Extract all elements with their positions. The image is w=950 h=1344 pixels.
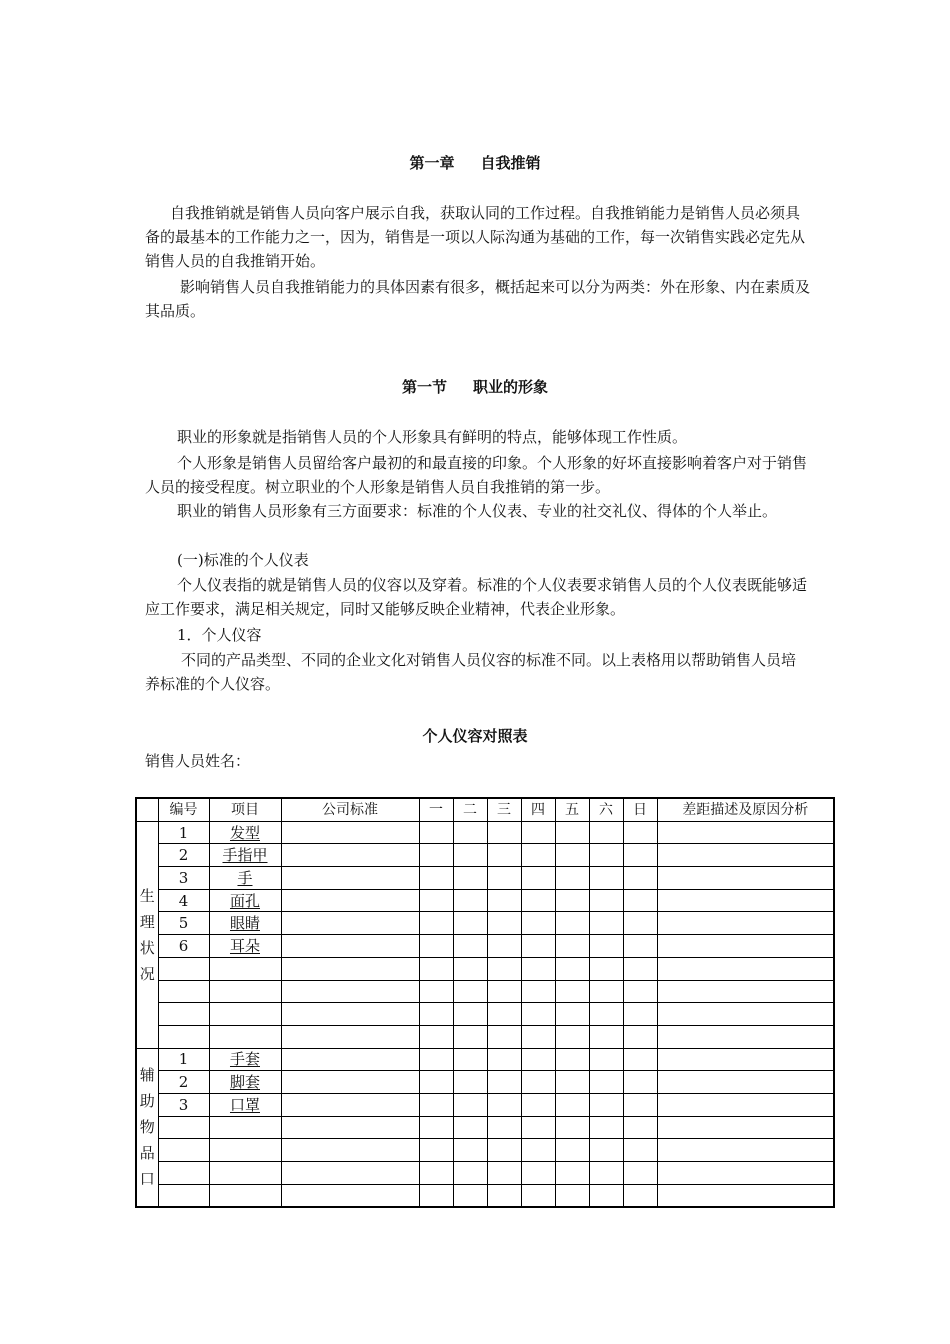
day-2-cell[interactable] xyxy=(453,1003,487,1026)
day-7-cell[interactable] xyxy=(623,1048,657,1071)
intro-paragraph-2: 影响销售人员自我推销能力的具体因素有很多，概括起来可以分为两类：外在形象、内在素质及其品质。 xyxy=(145,278,811,320)
day-2-cell[interactable] xyxy=(453,1162,487,1185)
day-3-cell[interactable] xyxy=(487,821,521,844)
row-item: 面孔 xyxy=(229,891,260,910)
day-3-cell[interactable] xyxy=(487,1162,521,1185)
row-number xyxy=(158,1139,209,1162)
table-row xyxy=(136,980,834,1003)
day-5-cell[interactable] xyxy=(555,1048,589,1071)
row-number: 4 xyxy=(158,889,209,912)
table-row xyxy=(136,1003,834,1026)
day-5-cell[interactable] xyxy=(555,1003,589,1026)
day-3-cell[interactable] xyxy=(487,844,521,867)
row-number: 3 xyxy=(158,867,209,890)
gap-analysis-cell[interactable] xyxy=(657,1139,834,1162)
subheading-grooming: 1．个人仪容 xyxy=(177,626,262,644)
day-3-cell[interactable] xyxy=(487,1184,521,1207)
day-4-cell[interactable] xyxy=(521,912,555,935)
day-1-cell[interactable] xyxy=(419,889,453,912)
company-standard-cell[interactable] xyxy=(281,980,419,1003)
header-day-5: 五 xyxy=(555,798,589,821)
day-6-cell[interactable] xyxy=(589,844,623,867)
gap-analysis-cell[interactable] xyxy=(657,1162,834,1185)
row-number xyxy=(158,1116,209,1139)
table-row xyxy=(136,935,834,958)
gap-analysis-cell[interactable] xyxy=(657,867,834,890)
intro-paragraph-1: 自我推销就是销售人员向客户展示自我，获取认同的工作过程。自我推销能力是销售人员必须具备的最基本的工作能力之一，因为，销售是一项以人际沟通为基础的工作，每一次销售实践必定先从销售人员的自我推销开始。 xyxy=(145,204,806,270)
day-3-cell[interactable] xyxy=(487,1071,521,1094)
day-4-cell[interactable] xyxy=(521,1139,555,1162)
day-1-cell[interactable] xyxy=(419,1003,453,1026)
row-number: 2 xyxy=(158,1071,209,1094)
row-number: 1 xyxy=(158,1048,209,1071)
row-number xyxy=(158,980,209,1003)
row-number xyxy=(158,1025,209,1048)
day-2-cell[interactable] xyxy=(453,1025,487,1048)
day-1-cell[interactable] xyxy=(419,1071,453,1094)
day-1-cell[interactable] xyxy=(419,1048,453,1071)
gap-analysis-cell[interactable] xyxy=(657,821,834,844)
header-day-6: 六 xyxy=(589,798,623,821)
day-7-cell[interactable] xyxy=(623,1071,657,1094)
body-paragraph-3: 职业的销售人员形象有三方面要求：标准的个人仪表、专业的社交礼仪、得体的个人举止。 xyxy=(177,502,778,520)
day-5-cell[interactable] xyxy=(555,957,589,980)
company-standard-cell[interactable] xyxy=(281,1139,419,1162)
day-6-cell[interactable] xyxy=(589,1093,623,1116)
gap-analysis-cell[interactable] xyxy=(657,844,834,867)
row-item-cell xyxy=(209,844,281,867)
row-item-cell xyxy=(209,889,281,912)
table-row xyxy=(136,1116,834,1139)
day-3-cell[interactable] xyxy=(487,1003,521,1026)
day-3-cell[interactable] xyxy=(487,1139,521,1162)
company-standard-cell[interactable] xyxy=(281,935,419,958)
row-item-cell xyxy=(209,980,281,1003)
table-row xyxy=(136,912,834,935)
day-3-cell[interactable] xyxy=(487,867,521,890)
body-paragraph-1: 职业的形象就是指销售人员的个人形象具有鲜明的特点，能够体现工作性质。 xyxy=(177,428,688,446)
day-4-cell[interactable] xyxy=(521,1071,555,1094)
day-2-cell[interactable] xyxy=(453,1139,487,1162)
day-6-cell[interactable] xyxy=(589,867,623,890)
day-4-cell[interactable] xyxy=(521,1116,555,1139)
table-row xyxy=(136,867,834,890)
table-row xyxy=(136,1025,834,1048)
header-blank xyxy=(136,798,158,821)
day-3-cell[interactable] xyxy=(487,980,521,1003)
header-day-3: 三 xyxy=(487,798,521,821)
chapter-number: 第一章 xyxy=(409,154,455,172)
header-number: 编号 xyxy=(158,798,209,821)
day-1-cell[interactable] xyxy=(419,1184,453,1207)
day-4-cell[interactable] xyxy=(521,1003,555,1026)
day-1-cell[interactable] xyxy=(419,1116,453,1139)
day-2-cell[interactable] xyxy=(453,844,487,867)
company-standard-cell[interactable] xyxy=(281,844,419,867)
day-5-cell[interactable] xyxy=(555,844,589,867)
day-2-cell[interactable] xyxy=(453,821,487,844)
salesperson-name-label: 销售人员姓名： xyxy=(145,752,251,770)
row-item-cell xyxy=(209,1025,281,1048)
row-number: 2 xyxy=(158,844,209,867)
day-5-cell[interactable] xyxy=(555,912,589,935)
day-7-cell[interactable] xyxy=(623,1139,657,1162)
row-item-cell xyxy=(209,912,281,935)
day-5-cell[interactable] xyxy=(555,821,589,844)
table-row xyxy=(136,1184,834,1207)
row-item-cell xyxy=(209,1003,281,1026)
day-2-cell[interactable] xyxy=(453,912,487,935)
row-number xyxy=(158,1162,209,1185)
day-6-cell[interactable] xyxy=(589,1184,623,1207)
day-3-cell[interactable] xyxy=(487,889,521,912)
day-4-cell[interactable] xyxy=(521,980,555,1003)
day-5-cell[interactable] xyxy=(555,935,589,958)
body-paragraph-2: 个人形象是销售人员留给客户最初的和最直接的印象。个人形象的好坏直接影响着客户对于销售人员的接受程度。树立职业的个人形象是销售人员自我推销的第一步。 xyxy=(145,454,808,496)
day-6-cell[interactable] xyxy=(589,980,623,1003)
day-5-cell[interactable] xyxy=(555,1025,589,1048)
chapter-title: 自我推销 xyxy=(480,154,541,172)
subheading-personal-appearance: (一)标准的个人仪表 xyxy=(177,551,309,569)
gap-analysis-cell[interactable] xyxy=(657,935,834,958)
row-item-cell xyxy=(209,1093,281,1116)
header-day-7: 日 xyxy=(623,798,657,821)
day-4-cell[interactable] xyxy=(521,889,555,912)
company-standard-cell[interactable] xyxy=(281,1025,419,1048)
day-7-cell[interactable] xyxy=(623,1093,657,1116)
gap-analysis-cell[interactable] xyxy=(657,1093,834,1116)
day-5-cell[interactable] xyxy=(555,980,589,1003)
day-6-cell[interactable] xyxy=(589,821,623,844)
day-5-cell[interactable] xyxy=(555,889,589,912)
day-4-cell[interactable] xyxy=(521,935,555,958)
day-4-cell[interactable] xyxy=(521,1162,555,1185)
row-item: 耳朵 xyxy=(229,936,260,955)
row-item-cell xyxy=(209,935,281,958)
day-1-cell[interactable] xyxy=(419,1025,453,1048)
day-5-cell[interactable] xyxy=(555,1139,589,1162)
day-1-cell[interactable] xyxy=(419,1139,453,1162)
row-item: 脚套 xyxy=(229,1073,260,1092)
day-7-cell[interactable] xyxy=(623,1116,657,1139)
gap-analysis-cell[interactable] xyxy=(657,1071,834,1094)
row-item-cell xyxy=(209,1071,281,1094)
day-3-cell[interactable] xyxy=(487,1116,521,1139)
table-header-row xyxy=(136,798,834,821)
day-2-cell[interactable] xyxy=(453,1093,487,1116)
table-row xyxy=(136,1048,834,1071)
day-4-cell[interactable] xyxy=(521,1093,555,1116)
gap-analysis-cell[interactable] xyxy=(657,1116,834,1139)
section-title: 职业的形象 xyxy=(473,378,549,396)
day-1-cell[interactable] xyxy=(419,957,453,980)
day-6-cell[interactable] xyxy=(589,1003,623,1026)
chapter-heading xyxy=(0,152,950,173)
table-title: 个人仪容对照表 xyxy=(422,727,528,745)
day-2-cell[interactable] xyxy=(453,1048,487,1071)
company-standard-cell[interactable] xyxy=(281,912,419,935)
day-1-cell[interactable] xyxy=(419,867,453,890)
day-6-cell[interactable] xyxy=(589,1162,623,1185)
day-2-cell[interactable] xyxy=(453,935,487,958)
day-7-cell[interactable] xyxy=(623,821,657,844)
day-3-cell[interactable] xyxy=(487,957,521,980)
company-standard-cell[interactable] xyxy=(281,1048,419,1071)
day-2-cell[interactable] xyxy=(453,1116,487,1139)
row-item: 眼睛 xyxy=(229,914,260,933)
day-5-cell[interactable] xyxy=(555,1071,589,1094)
row-number xyxy=(158,1003,209,1026)
day-2-cell[interactable] xyxy=(453,957,487,980)
day-4-cell[interactable] xyxy=(521,1048,555,1071)
header-company-standard: 公司标准 xyxy=(281,798,419,821)
row-item: 手 xyxy=(237,868,253,887)
day-3-cell[interactable] xyxy=(487,1025,521,1048)
day-4-cell[interactable] xyxy=(521,867,555,890)
day-2-cell[interactable] xyxy=(453,867,487,890)
row-item-cell xyxy=(209,957,281,980)
company-standard-cell[interactable] xyxy=(281,889,419,912)
section-number: 第一节 xyxy=(401,378,447,396)
day-4-cell[interactable] xyxy=(521,821,555,844)
row-item: 发型 xyxy=(229,823,260,842)
day-6-cell[interactable] xyxy=(589,889,623,912)
day-6-cell[interactable] xyxy=(589,1048,623,1071)
day-6-cell[interactable] xyxy=(589,1071,623,1094)
company-standard-cell[interactable] xyxy=(281,867,419,890)
day-2-cell[interactable] xyxy=(453,1071,487,1094)
header-gap-analysis: 差距描述及原因分析 xyxy=(657,798,834,821)
body-paragraph-4: 个人仪表指的就是销售人员的仪容以及穿着。标准的个人仪表要求销售人员的个人仪表既能够适应工作要求，满足相关规定，同时又能够反映企业精神，代表企业形象。 xyxy=(145,576,808,618)
company-standard-cell[interactable] xyxy=(281,1162,419,1185)
day-3-cell[interactable] xyxy=(487,912,521,935)
day-7-cell[interactable] xyxy=(623,957,657,980)
table-row xyxy=(136,821,834,844)
gap-analysis-cell[interactable] xyxy=(657,889,834,912)
header-item: 项目 xyxy=(209,798,281,821)
day-7-cell[interactable] xyxy=(623,1025,657,1048)
row-number: 3 xyxy=(158,1093,209,1116)
gap-analysis-cell[interactable] xyxy=(657,1003,834,1026)
day-2-cell[interactable] xyxy=(453,889,487,912)
table-row xyxy=(136,957,834,980)
row-item-cell xyxy=(209,1116,281,1139)
table-body xyxy=(136,798,834,1207)
gap-analysis-cell[interactable] xyxy=(657,1048,834,1071)
day-6-cell[interactable] xyxy=(589,935,623,958)
day-1-cell[interactable] xyxy=(419,1093,453,1116)
row-item: 手套 xyxy=(229,1050,260,1069)
group-label-cell xyxy=(136,1048,158,1207)
day-7-cell[interactable] xyxy=(623,889,657,912)
row-item-cell xyxy=(209,821,281,844)
company-standard-cell[interactable] xyxy=(281,1093,419,1116)
company-standard-cell[interactable] xyxy=(281,1184,419,1207)
day-1-cell[interactable] xyxy=(419,821,453,844)
row-item-cell xyxy=(209,1139,281,1162)
row-number xyxy=(158,1184,209,1207)
group-label-cell xyxy=(136,821,158,1048)
company-standard-cell[interactable] xyxy=(281,1003,419,1026)
day-5-cell[interactable] xyxy=(555,1184,589,1207)
day-4-cell[interactable] xyxy=(521,957,555,980)
gap-analysis-cell[interactable] xyxy=(657,957,834,980)
day-6-cell[interactable] xyxy=(589,1025,623,1048)
day-7-cell[interactable] xyxy=(623,1162,657,1185)
header-day-4: 四 xyxy=(521,798,555,821)
row-number xyxy=(158,957,209,980)
day-5-cell[interactable] xyxy=(555,1162,589,1185)
header-day-2: 二 xyxy=(453,798,487,821)
grooming-checklist-table xyxy=(135,797,835,1208)
row-number: 6 xyxy=(158,935,209,958)
table-row xyxy=(136,1139,834,1162)
group-label: 生理状况 xyxy=(139,886,155,983)
day-7-cell[interactable] xyxy=(623,1184,657,1207)
day-2-cell[interactable] xyxy=(453,1184,487,1207)
day-5-cell[interactable] xyxy=(555,1116,589,1139)
day-7-cell[interactable] xyxy=(623,1003,657,1026)
day-6-cell[interactable] xyxy=(589,1116,623,1139)
day-3-cell[interactable] xyxy=(487,1093,521,1116)
day-6-cell[interactable] xyxy=(589,957,623,980)
day-3-cell[interactable] xyxy=(487,1048,521,1071)
day-6-cell[interactable] xyxy=(589,912,623,935)
table-row xyxy=(136,1093,834,1116)
row-item-cell xyxy=(209,1048,281,1071)
day-4-cell[interactable] xyxy=(521,1184,555,1207)
gap-analysis-cell[interactable] xyxy=(657,980,834,1003)
day-5-cell[interactable] xyxy=(555,867,589,890)
row-item-cell xyxy=(209,867,281,890)
day-4-cell[interactable] xyxy=(521,844,555,867)
day-1-cell[interactable] xyxy=(419,1162,453,1185)
table-row xyxy=(136,844,834,867)
day-3-cell[interactable] xyxy=(487,935,521,958)
section-heading xyxy=(0,376,950,397)
day-1-cell[interactable] xyxy=(419,935,453,958)
company-standard-cell[interactable] xyxy=(281,1071,419,1094)
day-7-cell[interactable] xyxy=(623,912,657,935)
row-item: 手指甲 xyxy=(222,846,268,865)
day-7-cell[interactable] xyxy=(623,935,657,958)
gap-analysis-cell[interactable] xyxy=(657,912,834,935)
row-number: 5 xyxy=(158,912,209,935)
group-label: 辅助物品口 xyxy=(139,1066,155,1189)
row-item-cell xyxy=(209,1162,281,1185)
company-standard-cell[interactable] xyxy=(281,957,419,980)
header-day-1: 一 xyxy=(419,798,453,821)
company-standard-cell[interactable] xyxy=(281,821,419,844)
day-1-cell[interactable] xyxy=(419,980,453,1003)
table-row xyxy=(136,1162,834,1185)
gap-analysis-cell[interactable] xyxy=(657,1184,834,1207)
day-2-cell[interactable] xyxy=(453,980,487,1003)
day-1-cell[interactable] xyxy=(419,844,453,867)
day-1-cell[interactable] xyxy=(419,912,453,935)
gap-analysis-cell[interactable] xyxy=(657,1025,834,1048)
table-row xyxy=(136,1071,834,1094)
body-paragraph-5: 不同的产品类型、不同的企业文化对销售人员仪容的标准不同。以上表格用以帮助销售人员培养标准的个人仪容。 xyxy=(145,651,797,693)
row-item: 口罩 xyxy=(229,1095,260,1114)
row-number: 1 xyxy=(158,821,209,844)
day-7-cell[interactable] xyxy=(623,867,657,890)
day-5-cell[interactable] xyxy=(555,1093,589,1116)
row-item-cell xyxy=(209,1184,281,1207)
table-row xyxy=(136,889,834,912)
day-6-cell[interactable] xyxy=(589,1139,623,1162)
company-standard-cell[interactable] xyxy=(281,1116,419,1139)
day-7-cell[interactable] xyxy=(623,980,657,1003)
day-4-cell[interactable] xyxy=(521,1025,555,1048)
day-7-cell[interactable] xyxy=(623,844,657,867)
